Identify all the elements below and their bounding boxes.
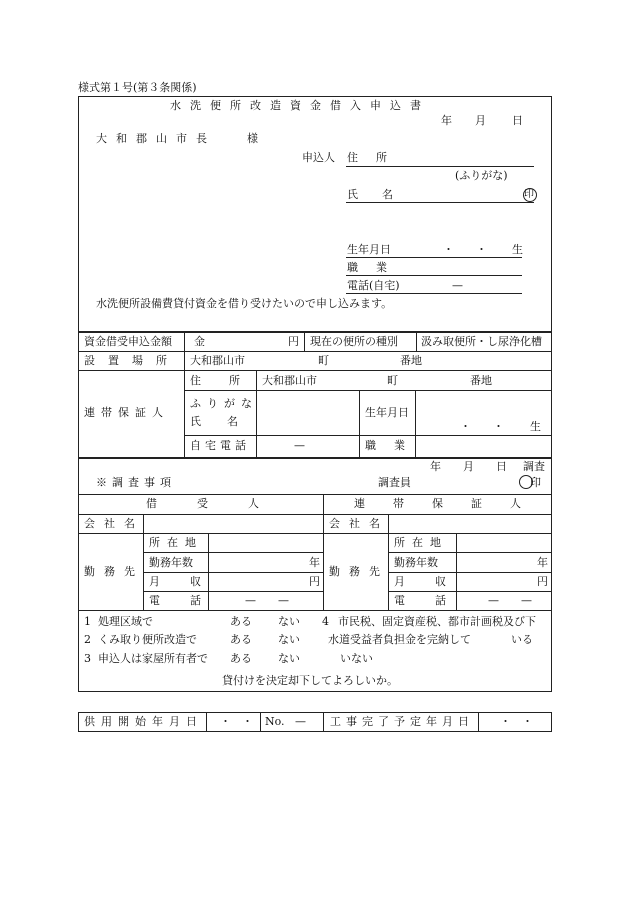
b-phone-label: 電話 — [149, 594, 231, 607]
g-address-city[interactable]: 大和郡山市 — [262, 374, 317, 387]
location-city[interactable]: 大和郡山市 — [190, 354, 245, 367]
surveyor-label: 調査員 — [378, 476, 411, 489]
applicant-label: 申込人 — [302, 151, 335, 164]
item-1-no[interactable]: ない — [278, 615, 300, 628]
surveyor-seal: 印 — [530, 476, 541, 489]
guarantor-workplace-label: 勤務先 — [329, 565, 389, 578]
guarantor-header: 連帯保証人 — [354, 497, 549, 510]
borrower-workplace-label: 勤務先 — [84, 565, 144, 578]
no-label: No. — [265, 715, 285, 728]
guarantor-company-label: 会社名 — [329, 517, 389, 530]
date-month: 月 — [475, 114, 486, 127]
item-4-no[interactable]: いない — [340, 652, 373, 665]
item-2-no[interactable]: ない — [278, 633, 300, 646]
location-town: 町 — [318, 354, 329, 367]
phone-label[interactable]: 電話(自宅) — [347, 279, 400, 292]
b-location-label: 所在地 — [149, 536, 203, 549]
completion-dots[interactable]: ・ ・ — [500, 715, 533, 728]
survey-date-suffix: 調査 — [523, 460, 545, 473]
borrower-header: 借受人 — [146, 497, 299, 510]
item-3-text: 申込人は家屋所有者で — [98, 652, 208, 665]
item-2-text: くみ取り便所改造で — [98, 633, 197, 646]
g-income-unit: 円 — [537, 575, 548, 588]
occupation-label[interactable]: 職業 — [347, 261, 405, 274]
item-2-yes[interactable]: ある — [230, 633, 252, 646]
g-phone-dash[interactable]: — — [294, 439, 305, 452]
borrower-company-label: 会社名 — [84, 517, 144, 530]
birth-label[interactable]: 生年月日 — [347, 243, 391, 256]
g-years-unit: 年 — [537, 556, 548, 569]
survey-date: 年 月 日 — [430, 460, 507, 473]
location-banchi: 番地 — [400, 354, 422, 367]
loan-amount-label: 資金借受申込金額 — [84, 335, 172, 348]
g-furigana-label: ふりがな — [190, 397, 258, 410]
item-1-text: 処理区域で — [98, 615, 153, 628]
item-4-line2: 水道受益者負担金を完納して — [328, 633, 471, 646]
g-address-banchi: 番地 — [470, 374, 492, 387]
date-year: 年 — [441, 114, 452, 127]
g-wp-phone-dash[interactable]: — — — [488, 594, 532, 607]
completion-label: 工事完了予定年月日 — [330, 715, 474, 728]
item-1-num: 1 — [84, 615, 91, 628]
toilet-type-value[interactable]: 汲み取便所・し尿浄化槽 — [421, 335, 542, 348]
item-1-yes[interactable]: ある — [230, 615, 252, 628]
service-start-dots[interactable]: ・ ・ — [220, 715, 253, 728]
service-start-label: 供用開始年月日 — [84, 715, 203, 728]
g-birth-label: 生年月日 — [365, 406, 409, 419]
g-wp-phone-label: 電話 — [394, 594, 476, 607]
item-4-line1: 市民税、固定資産税、都市計画税及び下 — [338, 615, 536, 628]
g-birth-suffix: 生 — [530, 420, 541, 433]
g-years-label: 勤務年数 — [394, 556, 438, 569]
item-3-yes[interactable]: ある — [230, 652, 252, 665]
g-occupation-label: 職業 — [365, 439, 423, 452]
b-income-unit: 円 — [309, 575, 320, 588]
addressee: 大和郡山市長 — [96, 132, 216, 145]
loan-amount-yen: 円 — [288, 335, 299, 348]
birth-dots: ・ ・ — [443, 243, 487, 256]
g-name-label: 氏名 — [190, 415, 264, 428]
item-3-no[interactable]: ない — [278, 652, 300, 665]
address-label[interactable]: 住所 — [347, 151, 405, 164]
g-birth-dots: ・ ・ — [460, 420, 504, 433]
form-title: 水洗便所改造資金借入申込書 — [170, 99, 430, 112]
item-4-num: 4 — [322, 615, 329, 628]
form-number: 様式第１号(第３条関係) — [78, 81, 197, 94]
birth-suffix: 生 — [512, 243, 523, 256]
home-phone-label: 自宅電話 — [190, 439, 250, 452]
date-day: 日 — [512, 114, 523, 127]
location-label: 設置場所 — [84, 354, 180, 367]
request-text: 水洗便所設備費貸付資金を借り受けたいので申し込みます。 — [96, 297, 393, 310]
survey-items-label: ※調査事項 — [96, 476, 176, 489]
b-phone-dash[interactable]: — — — [245, 594, 289, 607]
g-address-town: 町 — [387, 374, 398, 387]
g-income-label: 月収 — [394, 575, 476, 588]
item-3-num: 3 — [84, 652, 91, 665]
b-years-label: 勤務年数 — [149, 556, 193, 569]
g-address-label: 住所 — [190, 374, 268, 387]
g-location-label: 所在地 — [394, 536, 448, 549]
item-2-num: 2 — [84, 633, 91, 646]
item-4-yes[interactable]: いる — [511, 633, 533, 646]
seal-char: 印 — [524, 189, 534, 200]
furigana-label: (ふりがな) — [455, 169, 508, 182]
guarantor-label: 連帯保証人 — [84, 406, 169, 419]
decision-text: 貸付けを決定却下してよろしいか。 — [222, 674, 398, 687]
loan-amount-prefix[interactable]: 金 — [194, 335, 205, 348]
toilet-type-label: 現在の便所の種別 — [310, 335, 398, 348]
b-income-label: 月収 — [149, 575, 231, 588]
b-years-unit: 年 — [309, 556, 320, 569]
addressee-suffix: 様 — [247, 132, 258, 145]
phone-dash: — — [452, 279, 463, 292]
name-label[interactable]: 氏名 — [347, 188, 417, 201]
no-dash[interactable]: — — [295, 715, 306, 728]
